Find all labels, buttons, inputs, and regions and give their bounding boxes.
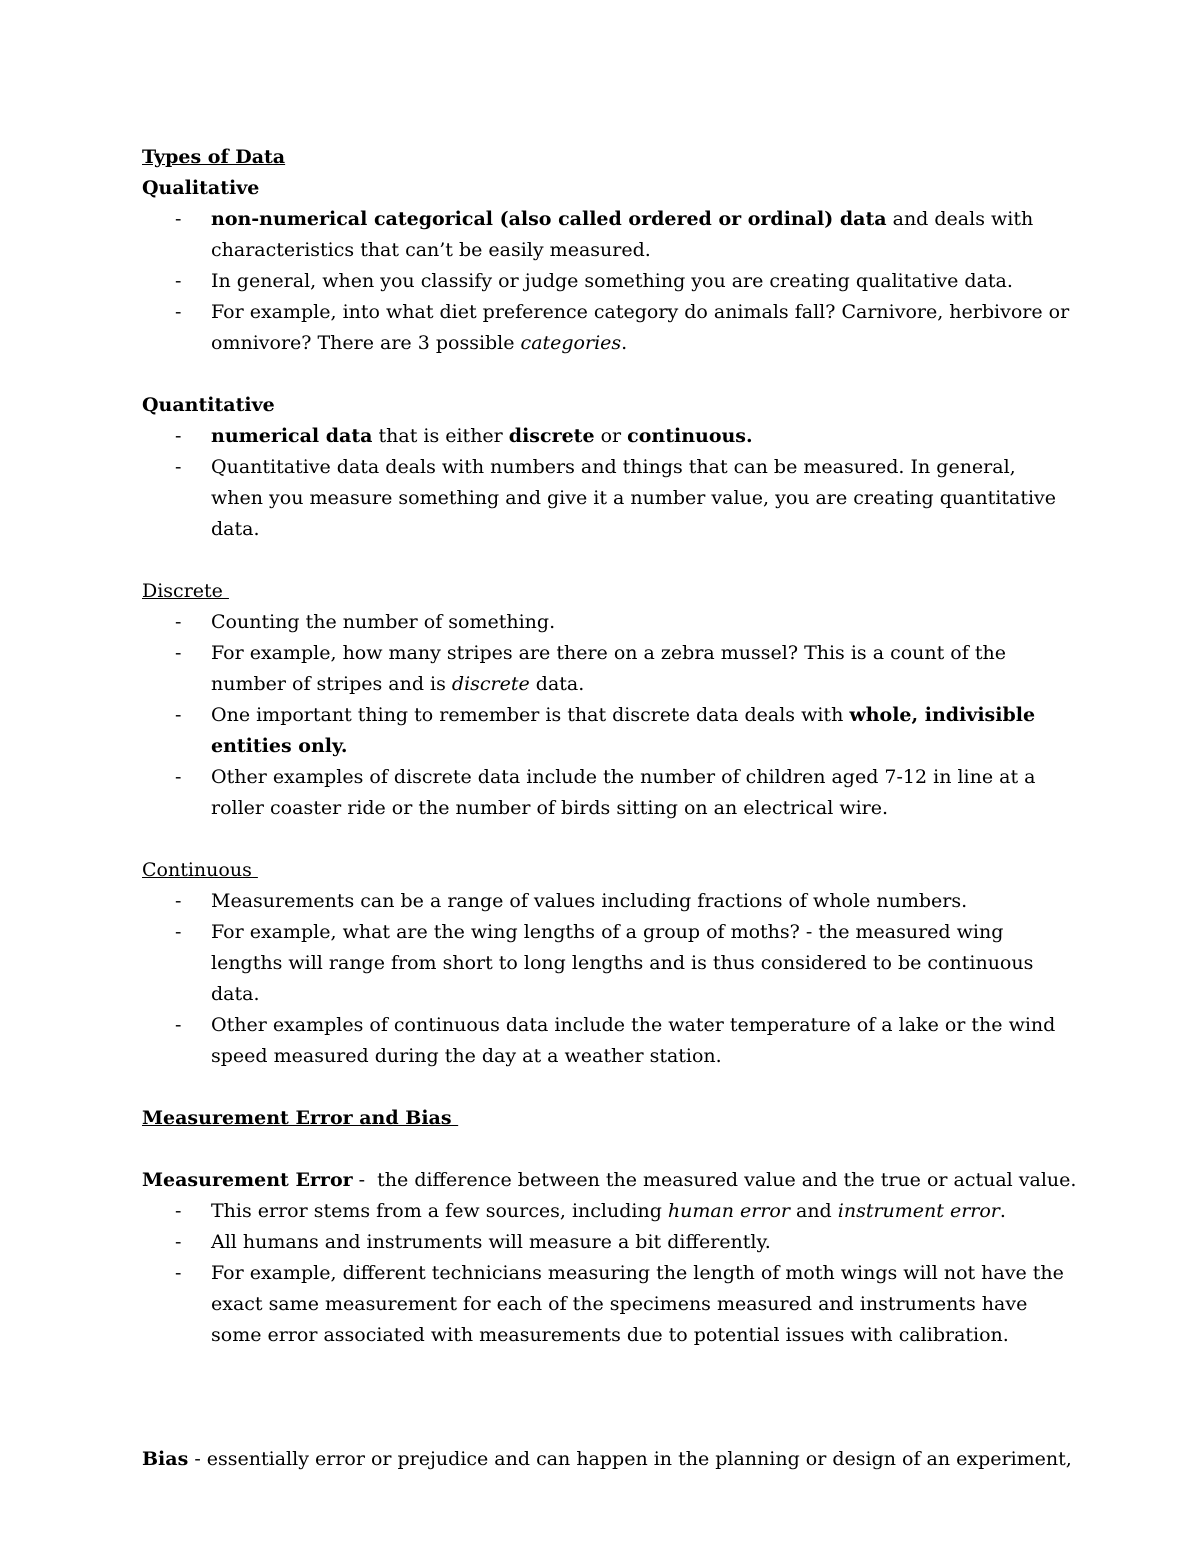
types-of-data-heading: Types of Data: [142, 146, 286, 168]
list-item: - Other examples of continuous data include the water temperature of a lake or the wind speed measured during the day at a weather station.: [142, 1010, 1072, 1072]
bullet-dash: -: [175, 1262, 182, 1284]
bullet-dash: -: [175, 1200, 182, 1222]
list-item: - In general, when you classify or judge something you are creating qualitative data.: [142, 266, 1072, 297]
qualitative-list: [142, 204, 1072, 359]
bullet-dash: -: [175, 642, 182, 664]
bullet-dash: -: [175, 766, 182, 788]
bullet-dash: -: [175, 1014, 182, 1036]
list-item: - For example, what are the wing lengths of a group of moths? - the measured wing lengths will range from short to long lengths and is thus considered to be continuous data.: [142, 917, 1072, 1010]
bullet-dash: -: [175, 425, 182, 447]
bullet-dash: -: [175, 301, 182, 323]
list-item: - Measurements can be a range of values including fractions of whole numbers.: [142, 886, 1072, 917]
bullet-dash: -: [175, 611, 182, 633]
continuous-list: [142, 886, 1072, 1072]
list-item: - Quantitative data deals with numbers and things that can be measured. In general, when you measure something and give it a number value, you are creating quantitative data.: [142, 452, 1072, 545]
continuous-heading: Continuous: [142, 859, 258, 881]
list-item: - This error stems from a few sources, including human error and instrument error.: [142, 1196, 1072, 1227]
list-item: - non-numerical categorical (also called ordered or ordinal) data and deals with characteristics that can’t be easily measured.: [142, 204, 1072, 266]
list-item: - For example, how many stripes are there on a zebra mussel? This is a count of the number of stripes and is discrete data.: [142, 638, 1072, 700]
bullet-dash: -: [175, 1231, 182, 1253]
measurement-error-definition: Measurement Error - the difference between the measured value and the true or actual value.: [142, 1169, 1077, 1191]
list-item: - Other examples of discrete data include the number of children aged 7-12 in line at a roller coaster ride or the number of birds sitting on an electrical wire.: [142, 762, 1072, 824]
list-item: - All humans and instruments will measure a bit differently.: [142, 1227, 1072, 1258]
bullet-dash: -: [175, 921, 182, 943]
discrete-heading: Discrete: [142, 580, 229, 602]
bullet-dash: -: [175, 270, 182, 292]
bias-definition: Bias - essentially error or prejudice and can happen in the planning or design of an experiment,: [142, 1448, 1072, 1470]
list-item: - numerical data that is either discrete or continuous.: [142, 421, 1072, 452]
measurement-error-list: [142, 1196, 1072, 1351]
list-item: - Counting the number of something.: [142, 607, 1072, 638]
measurement-error-bias-heading: Measurement Error and Bias: [142, 1107, 459, 1129]
bullet-dash: -: [175, 704, 182, 726]
list-item: - One important thing to remember is that discrete data deals with whole, indivisible entities only.: [142, 700, 1072, 762]
discrete-list: [142, 607, 1072, 824]
qualitative-heading: Qualitative: [142, 177, 260, 199]
quantitative-heading: Quantitative: [142, 394, 275, 416]
list-item: - For example, into what diet preference category do animals fall? Carnivore, herbivore or omnivore? There are 3 possible categories.: [142, 297, 1072, 359]
bullet-dash: -: [175, 890, 182, 912]
quantitative-list: [142, 421, 1072, 545]
document-body: [142, 142, 1077, 1475]
bullet-dash: -: [175, 456, 182, 478]
bullet-dash: -: [175, 208, 182, 230]
list-item: - For example, different technicians measuring the length of moth wings will not have the exact same measurement for each of the specimens measured and instruments have some error associated with measurements due to potential issues with calibration.: [142, 1258, 1072, 1351]
